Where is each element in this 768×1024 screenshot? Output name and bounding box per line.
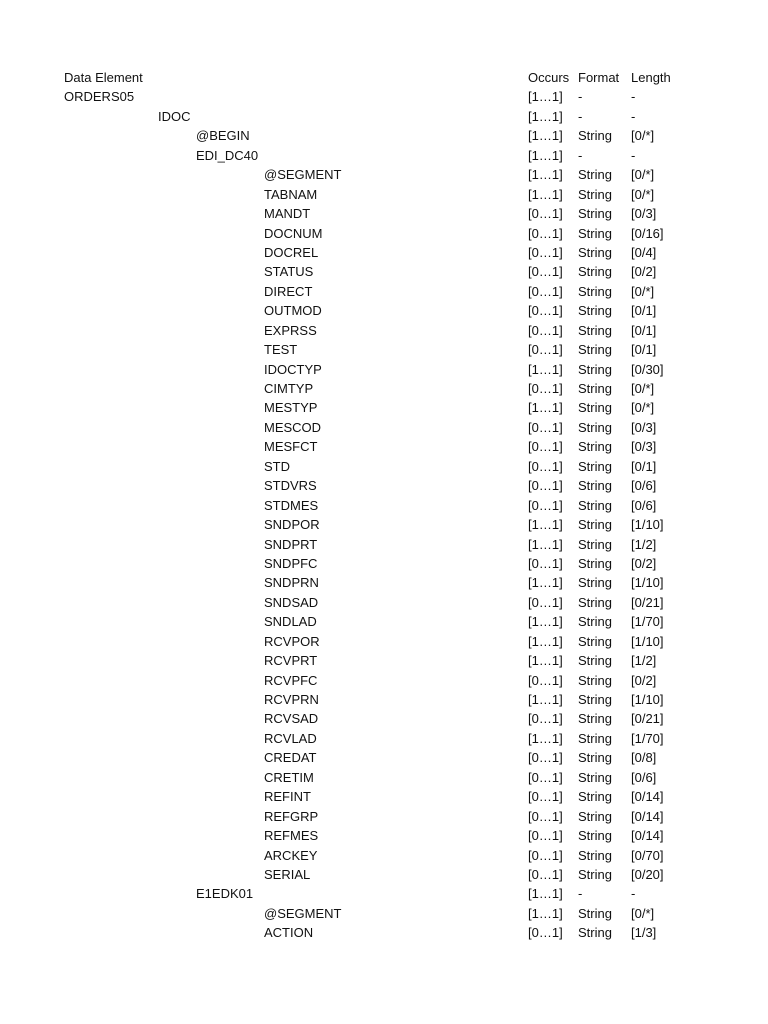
occurs-value: [0…1] bbox=[528, 244, 563, 260]
element-name: EDI_DC40 bbox=[196, 147, 259, 163]
format-value: String bbox=[578, 614, 612, 630]
length-value: [1/10] bbox=[631, 575, 664, 591]
occurs-value: [0…1] bbox=[528, 206, 563, 222]
length-value: [0/*] bbox=[631, 186, 655, 202]
table-row bbox=[0, 807, 768, 826]
length-value: [1/10] bbox=[631, 633, 664, 649]
format-value: String bbox=[578, 322, 612, 338]
format-value: String bbox=[578, 244, 612, 260]
length-value: - bbox=[631, 147, 636, 163]
table-row bbox=[0, 340, 768, 359]
length-value: [0/2] bbox=[631, 555, 657, 571]
table-row bbox=[0, 126, 768, 145]
header-length: Length bbox=[631, 70, 671, 85]
element-name: CIMTYP bbox=[264, 381, 314, 396]
occurs-value: [0…1] bbox=[528, 419, 563, 435]
occurs-value: [1…1] bbox=[528, 147, 563, 163]
length-value: [0/*] bbox=[631, 905, 655, 921]
occurs-value: [1…1] bbox=[528, 128, 563, 144]
occurs-value: [1…1] bbox=[528, 633, 563, 649]
format-value: - bbox=[578, 147, 583, 163]
length-value: [0/14] bbox=[631, 828, 664, 844]
format-value: String bbox=[578, 847, 612, 863]
length-value: [1/70] bbox=[631, 730, 664, 746]
element-name: OUTMOD bbox=[264, 303, 322, 319]
table-row bbox=[0, 165, 768, 184]
table-row bbox=[0, 496, 768, 515]
table-row bbox=[0, 379, 768, 398]
occurs-value: [0…1] bbox=[528, 264, 563, 280]
table-row bbox=[0, 262, 768, 281]
occurs-value: [1…1] bbox=[528, 653, 563, 669]
length-value: [0/6] bbox=[631, 497, 657, 513]
element-name: CRETIM bbox=[264, 769, 314, 785]
length-value: [0/1] bbox=[631, 322, 657, 338]
format-value: String bbox=[578, 167, 612, 183]
length-value: [1/3] bbox=[631, 925, 657, 941]
element-name: REFMES bbox=[264, 828, 319, 844]
element-name: TEST bbox=[264, 342, 298, 358]
format-value: String bbox=[578, 730, 612, 746]
element-name: MESCOD bbox=[264, 419, 322, 435]
length-value: [0/21] bbox=[631, 594, 664, 610]
length-value: [0/4] bbox=[631, 244, 657, 260]
format-value: String bbox=[578, 808, 612, 824]
occurs-value: [0…1] bbox=[528, 497, 563, 513]
format-value: String bbox=[578, 303, 612, 319]
table-row bbox=[0, 554, 768, 573]
element-name: REFGRP bbox=[264, 808, 319, 824]
length-value: [0/70] bbox=[631, 847, 664, 863]
length-value: [1/10] bbox=[631, 692, 664, 707]
header-data-element: Data Element bbox=[64, 70, 143, 85]
table-row bbox=[0, 884, 768, 903]
occurs-value: [0…1] bbox=[528, 828, 563, 844]
table-row bbox=[0, 204, 768, 223]
table-row bbox=[0, 321, 768, 340]
occurs-value: [1…1] bbox=[528, 575, 563, 591]
occurs-value: [0…1] bbox=[528, 555, 563, 571]
element-name: ACTION bbox=[264, 925, 314, 941]
table-row bbox=[0, 418, 768, 437]
table-body bbox=[0, 87, 768, 942]
table-row bbox=[0, 476, 768, 495]
element-name: RCVSAD bbox=[264, 711, 319, 727]
format-value: String bbox=[578, 458, 612, 474]
format-value: String bbox=[578, 439, 612, 455]
length-value: [0/16] bbox=[631, 225, 664, 241]
format-value: String bbox=[578, 517, 612, 533]
element-name: @SEGMENT bbox=[264, 167, 342, 183]
table-row bbox=[0, 748, 768, 767]
occurs-value: [0…1] bbox=[528, 866, 563, 882]
format-value: String bbox=[578, 381, 612, 396]
format-value: String bbox=[578, 186, 612, 202]
table-row bbox=[0, 224, 768, 243]
element-name: TABNAM bbox=[264, 186, 318, 202]
occurs-value: [1…1] bbox=[528, 517, 563, 533]
length-value: [0/6] bbox=[631, 478, 657, 494]
element-name: SNDLAD bbox=[264, 614, 317, 630]
occurs-value: [1…1] bbox=[528, 89, 563, 105]
occurs-value: [1…1] bbox=[528, 186, 563, 202]
element-name: CREDAT bbox=[264, 750, 317, 766]
table-row bbox=[0, 632, 768, 651]
occurs-value: [0…1] bbox=[528, 711, 563, 727]
format-value: String bbox=[578, 206, 612, 222]
length-value: - bbox=[631, 89, 636, 105]
header-format: Format bbox=[578, 70, 620, 85]
format-value: String bbox=[578, 419, 612, 435]
element-name: RCVLAD bbox=[264, 730, 317, 746]
format-value: String bbox=[578, 225, 612, 241]
table-row bbox=[0, 535, 768, 554]
occurs-value: [0…1] bbox=[528, 283, 563, 299]
occurs-value: [0…1] bbox=[528, 381, 563, 396]
table-row bbox=[0, 826, 768, 845]
length-value: [0/2] bbox=[631, 264, 657, 280]
element-name: MESFCT bbox=[264, 439, 318, 455]
element-name: RCVPOR bbox=[264, 633, 320, 649]
element-name: EXPRSS bbox=[264, 322, 317, 338]
table-row bbox=[0, 612, 768, 631]
table-row bbox=[0, 923, 768, 942]
length-value: [0/*] bbox=[631, 400, 655, 416]
length-value: [1/2] bbox=[631, 536, 657, 552]
occurs-value: [1…1] bbox=[528, 905, 563, 921]
table-row bbox=[0, 593, 768, 612]
element-name: IDOC bbox=[158, 108, 191, 124]
occurs-value: [0…1] bbox=[528, 342, 563, 358]
element-name: RCVPRN bbox=[264, 692, 319, 707]
element-name: @SEGMENT bbox=[264, 905, 342, 921]
format-value: String bbox=[578, 594, 612, 610]
element-name: SNDPFC bbox=[264, 555, 318, 571]
occurs-value: [0…1] bbox=[528, 322, 563, 338]
table-row bbox=[0, 865, 768, 884]
table-row bbox=[0, 768, 768, 787]
occurs-value: [1…1] bbox=[528, 361, 563, 377]
length-value: [0/2] bbox=[631, 672, 657, 688]
element-name: DOCREL bbox=[264, 244, 319, 260]
element-name: SNDSAD bbox=[264, 594, 319, 610]
format-value: String bbox=[578, 692, 612, 707]
length-value: [0/3] bbox=[631, 419, 657, 435]
element-name: IDOCTYP bbox=[264, 361, 322, 377]
element-name: ORDERS05 bbox=[64, 89, 135, 105]
element-name: DOCNUM bbox=[264, 225, 323, 241]
table-header-row bbox=[0, 68, 768, 87]
format-value: String bbox=[578, 711, 612, 727]
element-name: E1EDK01 bbox=[196, 886, 254, 902]
occurs-value: [0…1] bbox=[528, 789, 563, 805]
format-value: String bbox=[578, 653, 612, 669]
length-value: [0/*] bbox=[631, 128, 655, 144]
element-name: SNDPRT bbox=[264, 536, 318, 552]
format-value: String bbox=[578, 905, 612, 921]
length-value: [0/1] bbox=[631, 342, 657, 358]
element-name: REFINT bbox=[264, 789, 311, 805]
table-row bbox=[0, 709, 768, 728]
element-name: RCVPFC bbox=[264, 672, 318, 688]
element-name: SNDPRN bbox=[264, 575, 319, 591]
table-row bbox=[0, 185, 768, 204]
format-value: String bbox=[578, 828, 612, 844]
element-name: STDMES bbox=[264, 497, 319, 513]
format-value: String bbox=[578, 536, 612, 552]
format-value: String bbox=[578, 555, 612, 571]
element-name: STATUS bbox=[264, 264, 314, 280]
table-row bbox=[0, 573, 768, 592]
element-name: SERIAL bbox=[264, 866, 311, 882]
table-row bbox=[0, 651, 768, 670]
occurs-value: [0…1] bbox=[528, 594, 563, 610]
element-name: SNDPOR bbox=[264, 517, 320, 533]
occurs-value: [0…1] bbox=[528, 808, 563, 824]
occurs-value: [1…1] bbox=[528, 400, 563, 416]
occurs-value: [1…1] bbox=[528, 692, 563, 707]
table-row bbox=[0, 787, 768, 806]
format-value: String bbox=[578, 283, 612, 299]
occurs-value: [0…1] bbox=[528, 847, 563, 863]
format-value: String bbox=[578, 672, 612, 688]
length-value: [0/6] bbox=[631, 769, 657, 785]
table-row bbox=[0, 360, 768, 379]
format-value: String bbox=[578, 497, 612, 513]
table-row bbox=[0, 904, 768, 923]
format-value: String bbox=[578, 478, 612, 494]
format-value: String bbox=[578, 264, 612, 280]
occurs-value: [0…1] bbox=[528, 750, 563, 766]
occurs-value: [0…1] bbox=[528, 672, 563, 688]
table-row bbox=[0, 515, 768, 534]
length-value: [0/1] bbox=[631, 458, 657, 474]
occurs-value: [0…1] bbox=[528, 439, 563, 455]
element-name: MANDT bbox=[264, 206, 311, 222]
table-row bbox=[0, 437, 768, 456]
length-value: [0/14] bbox=[631, 789, 664, 805]
format-value: - bbox=[578, 89, 583, 105]
table-row bbox=[0, 107, 768, 126]
table-row bbox=[0, 301, 768, 320]
length-value: [0/20] bbox=[631, 866, 664, 882]
table-row bbox=[0, 729, 768, 748]
occurs-value: [1…1] bbox=[528, 536, 563, 552]
element-name: DIRECT bbox=[264, 283, 313, 299]
element-name: RCVPRT bbox=[264, 653, 318, 669]
table-row bbox=[0, 457, 768, 476]
table-row bbox=[0, 671, 768, 690]
format-value: String bbox=[578, 925, 612, 941]
format-value: String bbox=[578, 342, 612, 358]
occurs-value: [0…1] bbox=[528, 925, 563, 941]
length-value: [0/*] bbox=[631, 283, 655, 299]
element-name: @BEGIN bbox=[196, 128, 250, 144]
format-value: String bbox=[578, 575, 612, 591]
length-value: [0/1] bbox=[631, 303, 657, 319]
table-row bbox=[0, 846, 768, 865]
table-row bbox=[0, 87, 768, 106]
length-value: [0/21] bbox=[631, 711, 664, 727]
format-value: String bbox=[578, 866, 612, 882]
table-row bbox=[0, 243, 768, 262]
table-row bbox=[0, 146, 768, 165]
occurs-value: [0…1] bbox=[528, 458, 563, 474]
element-name: STDVRS bbox=[264, 478, 317, 494]
occurs-value: [1…1] bbox=[528, 730, 563, 746]
length-value: [0/14] bbox=[631, 808, 664, 824]
format-value: - bbox=[578, 886, 583, 902]
element-name: STD bbox=[264, 458, 290, 474]
format-value: String bbox=[578, 633, 612, 649]
format-value: String bbox=[578, 750, 612, 766]
occurs-value: [0…1] bbox=[528, 225, 563, 241]
occurs-value: [1…1] bbox=[528, 167, 563, 183]
data-element-table bbox=[0, 68, 768, 943]
length-value: [1/10] bbox=[631, 517, 664, 533]
length-value: [0/3] bbox=[631, 206, 657, 222]
element-name: ARCKEY bbox=[264, 847, 318, 863]
format-value: String bbox=[578, 789, 612, 805]
length-value: [0/*] bbox=[631, 167, 655, 183]
element-name: MESTYP bbox=[264, 400, 318, 416]
length-value: [0/3] bbox=[631, 439, 657, 455]
occurs-value: [1…1] bbox=[528, 886, 563, 902]
table-row bbox=[0, 282, 768, 301]
header-occurs: Occurs bbox=[528, 70, 570, 85]
table-row bbox=[0, 690, 768, 709]
format-value: String bbox=[578, 769, 612, 785]
length-value: [0/*] bbox=[631, 381, 655, 396]
format-value: String bbox=[578, 400, 612, 416]
length-value: [0/8] bbox=[631, 750, 657, 766]
format-value: String bbox=[578, 361, 612, 377]
length-value: [1/70] bbox=[631, 614, 664, 630]
occurs-value: [1…1] bbox=[528, 614, 563, 630]
occurs-value: [0…1] bbox=[528, 303, 563, 319]
occurs-value: [1…1] bbox=[528, 108, 563, 124]
length-value: [0/30] bbox=[631, 361, 664, 377]
table-row bbox=[0, 398, 768, 417]
format-value: - bbox=[578, 108, 583, 124]
length-value: [1/2] bbox=[631, 653, 657, 669]
length-value: - bbox=[631, 108, 636, 124]
format-value: String bbox=[578, 128, 612, 144]
occurs-value: [0…1] bbox=[528, 478, 563, 494]
occurs-value: [0…1] bbox=[528, 769, 563, 785]
length-value: - bbox=[631, 886, 636, 902]
